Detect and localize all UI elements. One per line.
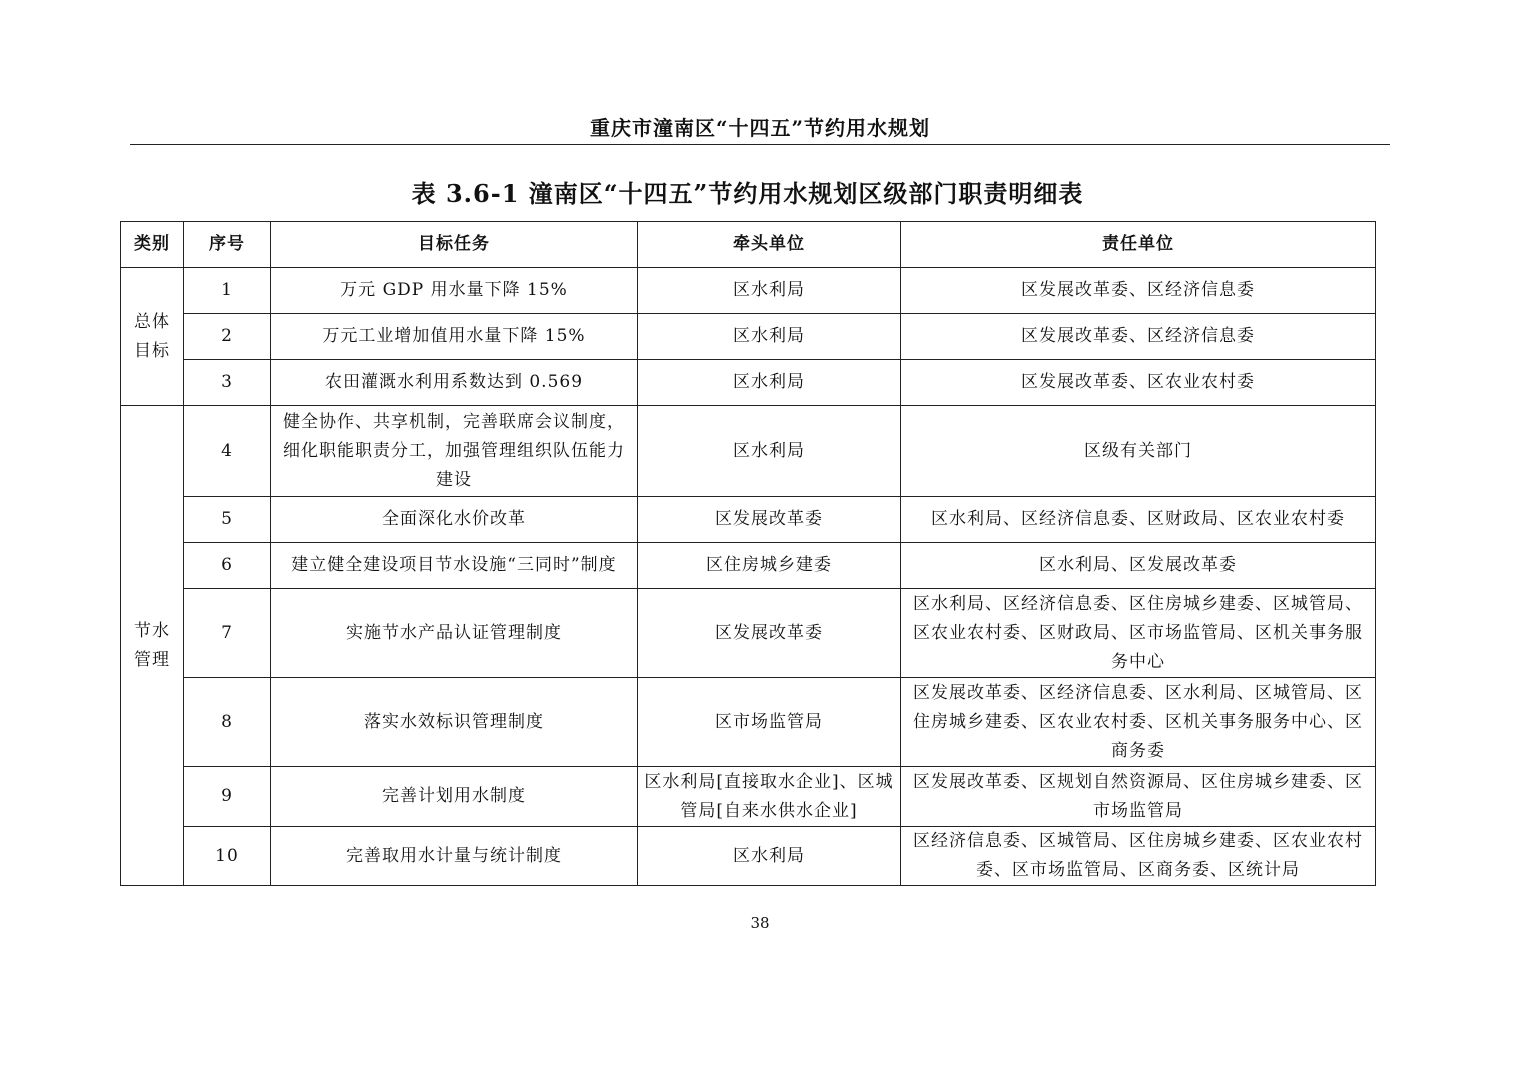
task-cell: 落实水效标识管理制度 (271, 678, 638, 767)
category-cell: 节水管理 (121, 406, 184, 886)
table-row (121, 767, 1376, 827)
task-cell: 万元工业增加值用水量下降 15% (271, 314, 638, 360)
table-row (121, 827, 1376, 886)
column-header-responsible-unit: 责任单位 (901, 222, 1376, 268)
lead-unit-cell: 区水利局 (638, 268, 901, 314)
table-row (121, 314, 1376, 360)
row-number: 10 (184, 827, 271, 886)
table-row (121, 406, 1376, 497)
lead-unit-cell: 区住房城乡建委 (638, 543, 901, 589)
table-row (121, 589, 1376, 678)
task-cell: 完善计划用水制度 (271, 767, 638, 827)
table-row (121, 543, 1376, 589)
lead-unit-cell: 区水利局 (638, 406, 901, 497)
responsible-unit-cell: 区水利局、区经济信息委、区住房城乡建委、区城管局、区农业农村委、区财政局、区市场监管局、区机关事务服务中心 (901, 589, 1376, 678)
row-number: 8 (184, 678, 271, 767)
task-cell: 农田灌溉水利用系数达到 0.569 (271, 360, 638, 406)
row-number: 5 (184, 497, 271, 543)
task-cell: 建立健全建设项目节水设施“三同时”制度 (271, 543, 638, 589)
responsible-unit-cell: 区级有关部门 (901, 406, 1376, 497)
row-number: 1 (184, 268, 271, 314)
table-header-row (121, 222, 1376, 268)
lead-unit-cell: 区水利局 (638, 360, 901, 406)
page-number: 38 (750, 914, 770, 932)
responsible-unit-cell: 区发展改革委、区经济信息委、区水利局、区城管局、区住房城乡建委、区农业农村委、区机关事务服务中心、区商务委 (901, 678, 1376, 767)
row-number: 4 (184, 406, 271, 497)
responsible-unit-cell: 区水利局、区经济信息委、区财政局、区农业农村委 (901, 497, 1376, 543)
responsible-unit-cell: 区发展改革委、区经济信息委 (901, 314, 1376, 360)
lead-unit-cell: 区发展改革委 (638, 589, 901, 678)
table-row (121, 678, 1376, 767)
table-row (121, 268, 1376, 314)
table-row (121, 497, 1376, 543)
task-cell: 健全协作、共享机制，完善联席会议制度，细化职能职责分工，加强管理组织队伍能力建设 (271, 406, 638, 497)
lead-unit-cell: 区水利局[直接取水企业]、区城管局[自来水供水企业] (638, 767, 901, 827)
responsible-unit-cell: 区经济信息委、区城管局、区住房城乡建委、区农业农村委、区市场监管局、区商务委、区统计局 (901, 827, 1376, 886)
row-number: 6 (184, 543, 271, 589)
task-cell: 实施节水产品认证管理制度 (271, 589, 638, 678)
responsible-unit-cell: 区发展改革委、区规划自然资源局、区住房城乡建委、区市场监管局 (901, 767, 1376, 827)
running-header: 重庆市潼南区“十四五”节约用水规划 (589, 116, 930, 140)
lead-unit-cell: 区发展改革委 (638, 497, 901, 543)
responsible-unit-cell: 区发展改革委、区经济信息委 (901, 268, 1376, 314)
category-cell: 总体目标 (121, 268, 184, 406)
row-number: 3 (184, 360, 271, 406)
responsible-unit-cell: 区水利局、区发展改革委 (901, 543, 1376, 589)
row-number: 9 (184, 767, 271, 827)
task-cell: 完善取用水计量与统计制度 (271, 827, 638, 886)
lead-unit-cell: 区市场监管局 (638, 678, 901, 767)
header-rule (130, 144, 1390, 145)
table-title: 表 3.6-1 潼南区“十四五”节约用水规划区级部门职责明细表 (411, 179, 1084, 208)
lead-unit-cell: 区水利局 (638, 827, 901, 886)
row-number: 2 (184, 314, 271, 360)
task-cell: 全面深化水价改革 (271, 497, 638, 543)
table-row (121, 360, 1376, 406)
row-number: 7 (184, 589, 271, 678)
column-header-number: 序号 (184, 222, 271, 268)
column-header-task: 目标任务 (271, 222, 638, 268)
responsible-unit-cell: 区发展改革委、区农业农村委 (901, 360, 1376, 406)
task-cell: 万元 GDP 用水量下降 15% (271, 268, 638, 314)
column-header-category: 类别 (121, 222, 184, 268)
lead-unit-cell: 区水利局 (638, 314, 901, 360)
responsibility-table (120, 221, 1376, 886)
column-header-lead-unit: 牵头单位 (638, 222, 901, 268)
